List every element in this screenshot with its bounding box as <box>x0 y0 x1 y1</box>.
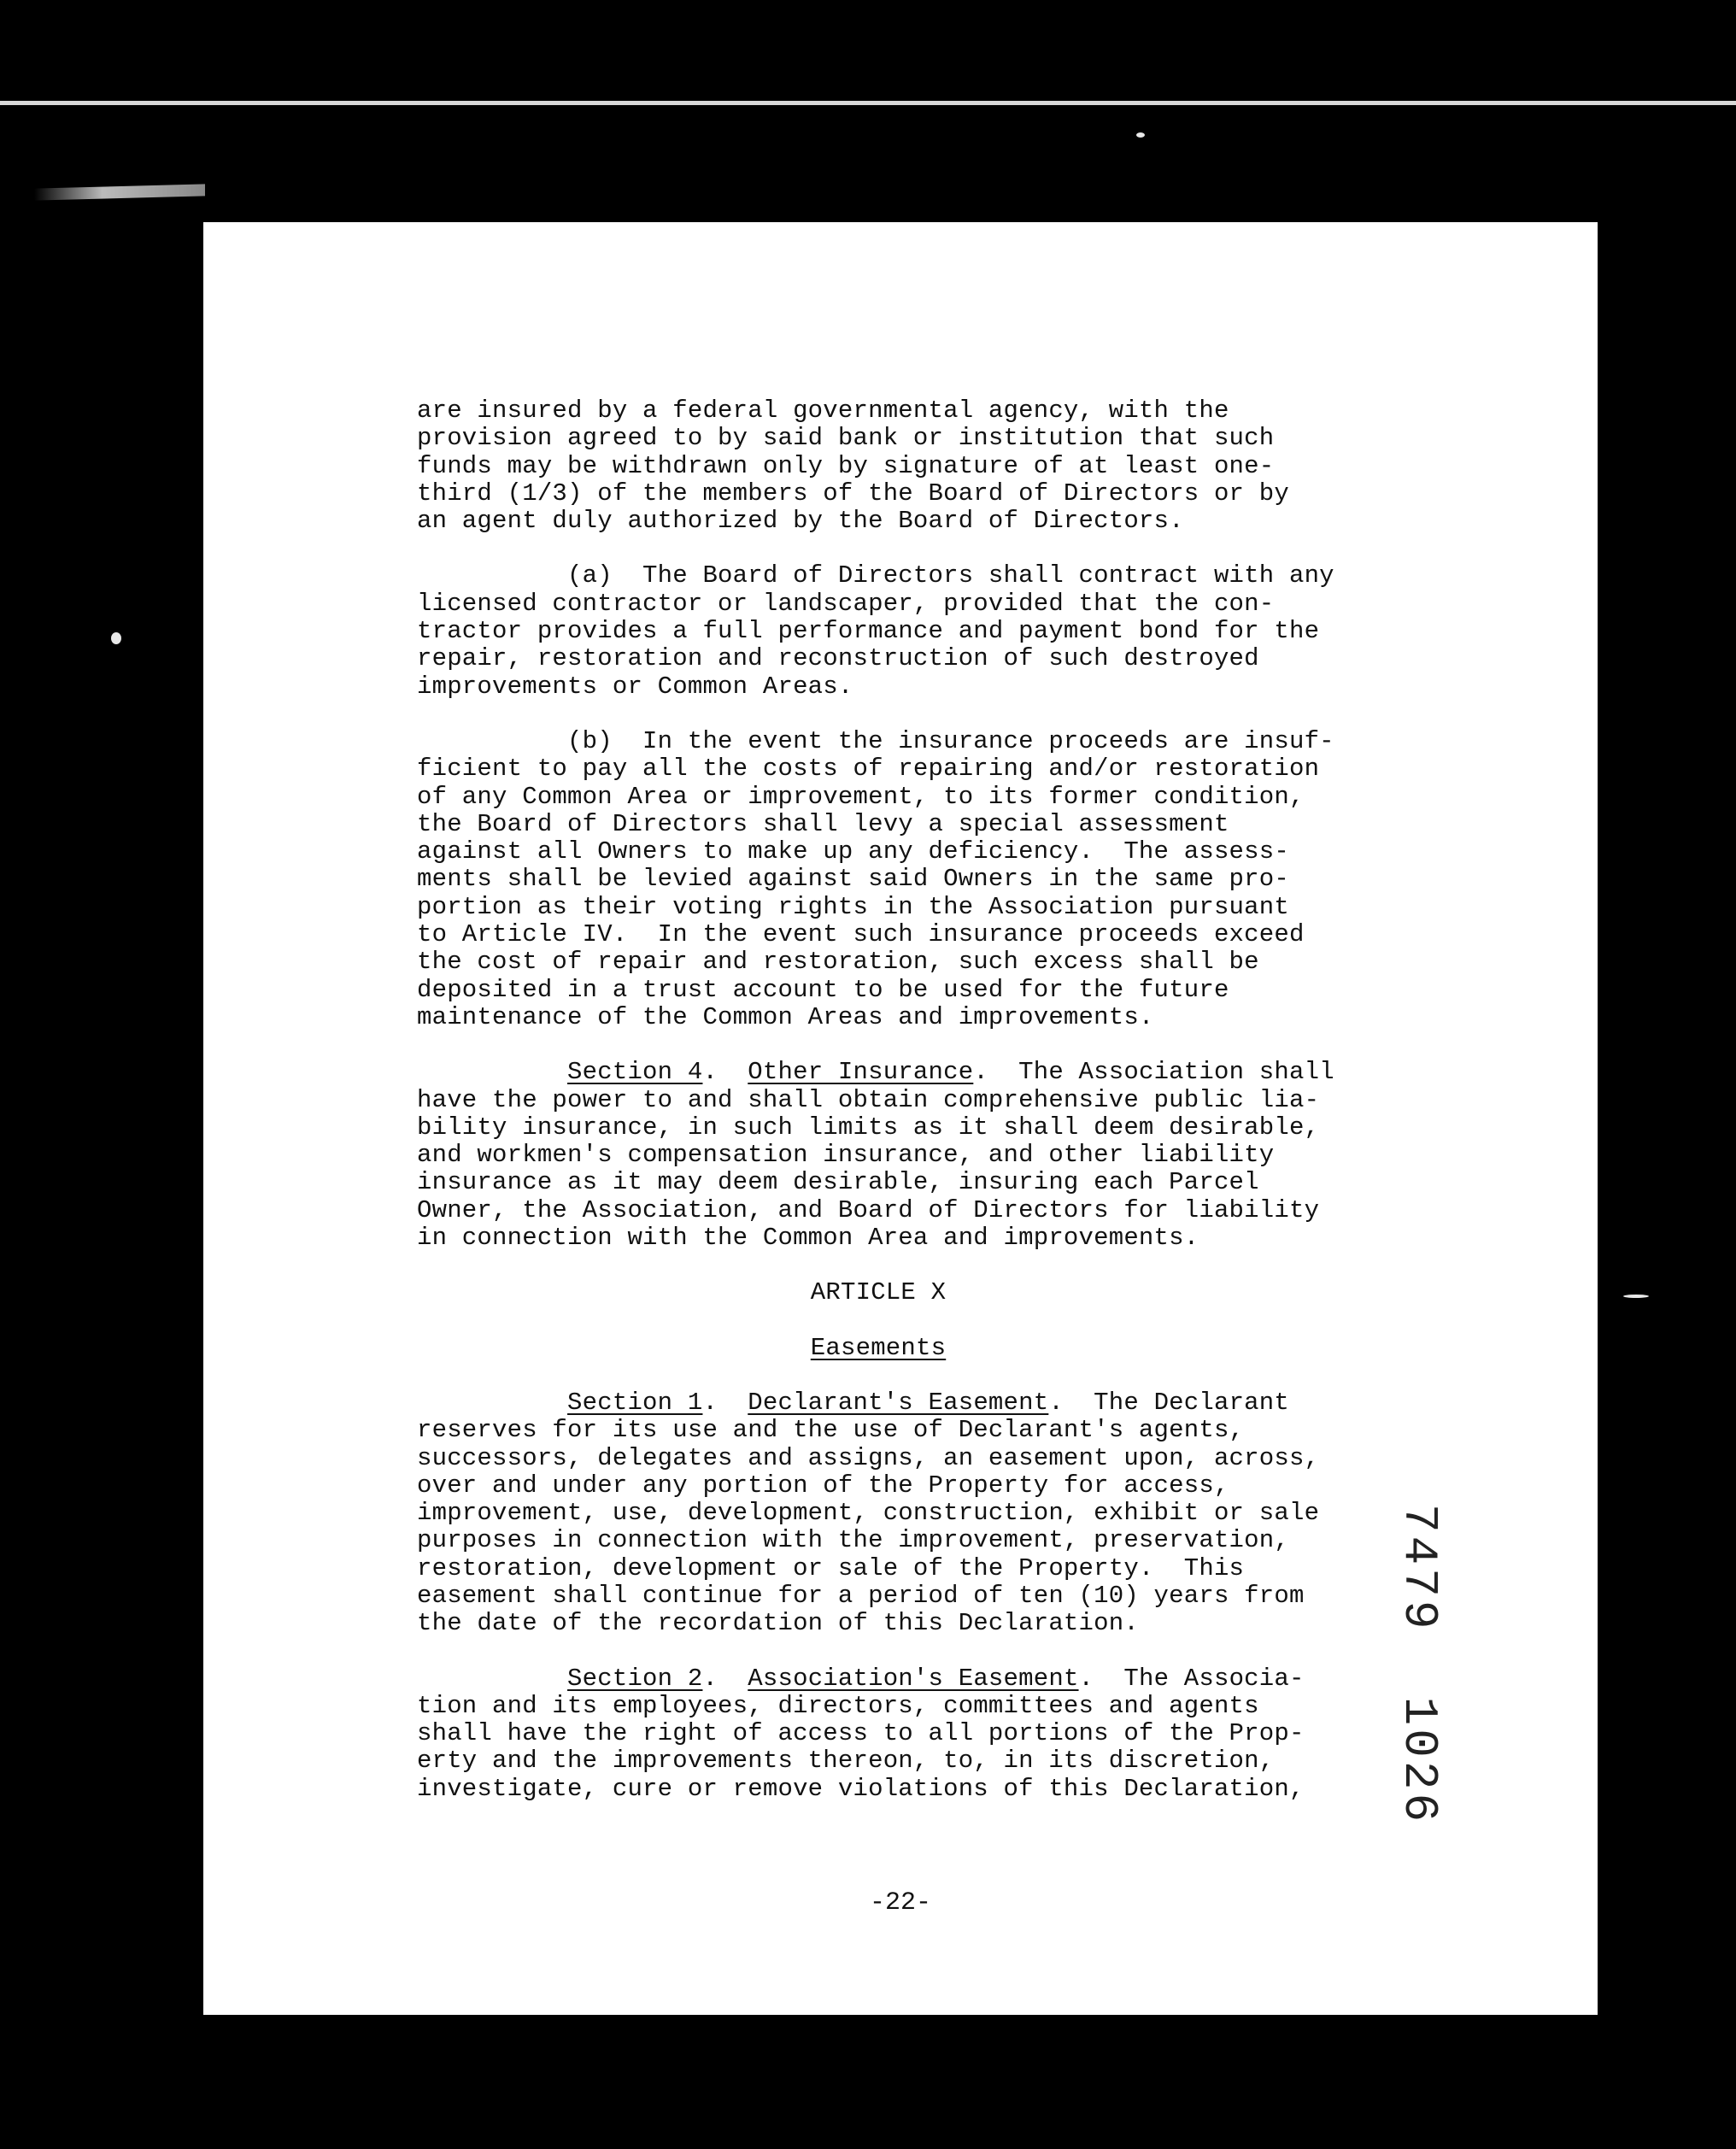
section-1-declarants-easement <box>417 1389 1459 1638</box>
article-title: Easements <box>810 1333 947 1362</box>
recording-stamp: 7479 1026 <box>1392 1504 1446 1826</box>
text-line: to Article IV. In the event such insurance proceeds exceed <box>417 920 1305 949</box>
page-number: -22- <box>869 1888 931 1917</box>
text-line: purposes in connection with the improvement, preservation, <box>417 1526 1289 1555</box>
text-line: maintenance of the Common Areas and improvements. <box>417 1002 1154 1031</box>
text-line: repair, restoration and reconstruction of such destroyed <box>417 644 1259 673</box>
section-title: Declarant's Easement <box>748 1388 1049 1417</box>
paragraph-b-insufficient-proceeds <box>417 728 1459 1031</box>
text-line: third (1/3) of the members of the Board of Directors or by <box>417 479 1289 508</box>
text-line: provision agreed to by said bank or institution that such <box>417 424 1275 453</box>
scan-border-line <box>0 101 1736 105</box>
document-page <box>203 222 1598 2015</box>
section-heading-line: Section 1. Declarant's Easement. The Declarant <box>567 1388 1289 1417</box>
scan-edge-artifact <box>34 184 205 200</box>
paragraph-a-contractor <box>417 562 1459 700</box>
text-line: easement shall continue for a period of ten (10) years from <box>417 1581 1305 1610</box>
section-2-associations-easement <box>417 1665 1459 1803</box>
text-line: erty and the improvements thereon, to, in its discretion, <box>417 1747 1275 1776</box>
text-line: of any Common Area or improvement, to its former condition, <box>417 782 1305 811</box>
scan-speck <box>1136 132 1145 138</box>
text-line: deposited in a trust account to be used for the future <box>417 975 1229 1004</box>
text-line: Owner, the Association, and Board of Directors for liability <box>417 1195 1320 1224</box>
text-line: licensed contractor or landscaper, provided that the con- <box>417 589 1275 618</box>
text-line: investigate, cure or remove violations of this Declaration, <box>417 1774 1305 1803</box>
section-title: Other Insurance <box>748 1058 974 1087</box>
text-line: restoration, development or sale of the Property. This <box>417 1553 1245 1582</box>
section-title: Association's Easement <box>748 1664 1079 1693</box>
section-number: Section 1 <box>567 1388 703 1417</box>
scan-speck <box>1623 1295 1649 1298</box>
text-line: improvement, use, development, construction, exhibit or sale <box>417 1499 1320 1528</box>
section-4-other-insurance <box>417 1059 1459 1252</box>
text-line: over and under any portion of the Property for access, <box>417 1471 1229 1500</box>
text-line: tractor provides a full performance and payment bond for the <box>417 617 1320 646</box>
text-line: reserves for its use and the use of Declarant's agents, <box>417 1416 1245 1445</box>
text-line: shall have the right of access to all portions of the Prop- <box>417 1719 1305 1748</box>
text-line: the Board of Directors shall levy a special assessment <box>417 809 1229 838</box>
text-line: improvements or Common Areas. <box>417 672 853 701</box>
text-line: against all Owners to make up any deficiency. The assess- <box>417 837 1289 866</box>
text-line: ficient to pay all the costs of repairing and/or restoration <box>417 754 1320 784</box>
text-line: the cost of repair and restoration, such excess shall be <box>417 948 1259 977</box>
text-line: portion as their voting rights in the Association pursuant <box>417 892 1289 921</box>
text-line: in connection with the Common Area and improvements. <box>417 1224 1199 1253</box>
text-line: have the power to and shall obtain comprehensive public lia- <box>417 1085 1320 1114</box>
text-line: are insured by a federal governmental agency, with the <box>417 396 1229 425</box>
article-heading: ARTICLE X <box>810 1278 947 1307</box>
text-line: ments shall be levied against said Owners in the same pro- <box>417 865 1289 894</box>
text-line: the date of the recordation of this Declaration. <box>417 1609 1139 1638</box>
text-line: successors, delegates and assigns, an easement upon, across, <box>417 1443 1320 1472</box>
text-line: an agent duly authorized by the Board of Directors. <box>417 507 1184 536</box>
scan-speck <box>111 632 121 644</box>
text-line: bility insurance, in such limits as it shall deem desirable, <box>417 1113 1320 1142</box>
section-heading-line: Section 4. Other Insurance. The Association shall <box>567 1058 1334 1087</box>
text-line: insurance as it may deem desirable, insuring each Parcel <box>417 1168 1259 1197</box>
section-number: Section 2 <box>567 1664 703 1693</box>
section-heading-line: Section 2. Association's Easement. The Associa- <box>567 1664 1305 1693</box>
paragraph-funds-withdrawal <box>417 397 1459 535</box>
text-line: (a) The Board of Directors shall contract with any <box>417 561 1334 590</box>
text-line: tion and its employees, directors, committees and agents <box>417 1691 1259 1720</box>
text-line: funds may be withdrawn only by signature of at least one- <box>417 451 1275 480</box>
section-number: Section 4 <box>567 1058 703 1087</box>
text-line: and workmen's compensation insurance, and other liability <box>417 1141 1275 1170</box>
text-line: (b) In the event the insurance proceeds are insuf- <box>417 726 1334 755</box>
document-body <box>417 397 1459 1830</box>
